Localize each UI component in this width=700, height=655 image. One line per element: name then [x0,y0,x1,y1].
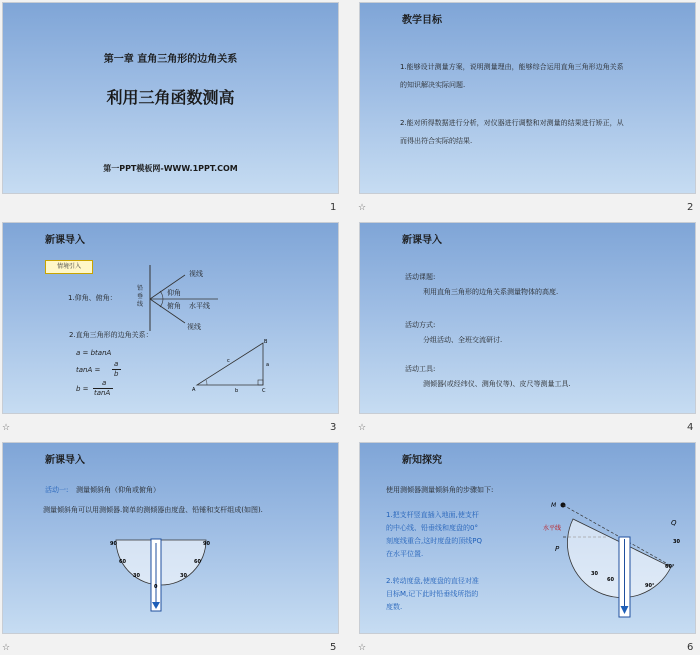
step-1-line-3: 刻度线重合,这时度盘的顶线PQ [386,537,482,545]
tools-label: 活动工具: [405,365,436,373]
description: 测量倾斜角可以用测倾器.简单的测倾器由度盘、铅锤和支杆组成(如图). [43,506,263,514]
slide-number: 6 [687,642,694,653]
step-1-line-4: 在水平位置. [386,550,424,558]
slide-title: 教学目标 [402,15,442,26]
inclinometer-measure-diagram [533,489,693,629]
formula-3-den: tanA [94,389,111,397]
goal-1-line-1: 1.能够设计测量方案，说明测量理由，能够综合运用直角三角形边角关系 [400,63,624,71]
formula-2-num: a [114,360,119,368]
side-c: c [227,358,230,364]
activity-label: 活动一: [45,486,69,494]
step-2-line-2: 目标M,记下此时铅垂线所指的 [386,590,479,598]
slide-5[interactable] [2,442,339,634]
deg-90-left: 90 [110,541,117,547]
sight-line-bottom-label: 视线 [187,323,201,331]
star-icon[interactable]: ☆ [358,643,367,653]
item-1: 1.仰角、俯角： [68,294,117,302]
deg-0: 0 [154,584,158,590]
footer-text: 第一PPT模板网-WWW.1PPT.COM [103,164,238,173]
slide-title: 新课导入 [45,235,85,246]
item-2: 2.直角三角形的边角关系： [69,331,153,339]
deg-30-bottom: 30 [591,571,598,577]
star-icon[interactable]: ☆ [2,643,11,653]
formula-3-num: a [102,379,107,387]
slide-number: 5 [330,642,337,653]
deg-60-bottom: 60 [607,577,614,583]
deg-90-right: 90° [645,583,655,589]
slide-1[interactable] [2,2,339,194]
slide-3[interactable] [2,222,339,414]
formula-3-left: b = [76,385,89,393]
deg-30-right: 30 [180,573,187,579]
tools-text: 测倾器(或经纬仪、测角仪等)、皮尺等测量工具. [423,380,571,388]
side-a: a [266,362,270,368]
deg-30-left: 30 [133,573,140,579]
goal-2-line-2: 而得出符合实际的结果. [400,137,473,145]
deg-90-right: 90 [203,541,210,547]
chapter-title: 第一章 直角三角形的边角关系 [103,54,238,65]
formula-2-den: b [114,370,119,378]
slide-title: 新课导入 [402,235,442,246]
star-icon[interactable]: ☆ [358,423,367,433]
label-Q: Q [671,519,677,527]
label-P: P [555,545,560,553]
horizontal-line-label: 水平线 [189,302,210,310]
slide-6[interactable] [359,442,696,634]
slide-number: 3 [330,422,337,433]
step-2-line-3: 度数. [386,603,403,611]
vertex-A: A [192,387,196,393]
side-b: b [235,388,239,394]
slide-number: 4 [687,422,694,433]
inclinometer-diagram [106,535,216,615]
activity-text: 测量倾斜角（仰角或俯角） [76,486,160,494]
goal-2-line-1: 2.能对所得数据进行分析，对仪器进行调整和对测量的结果进行矫正，从 [400,119,624,127]
deg-60-left: 60 [119,559,126,565]
goal-1-line-2: 的知识解决实际问题. [400,81,466,89]
tag-badge: 情境引入 [45,260,93,274]
vertex-C: C [262,388,266,394]
method-text: 分组活动、全班交流研讨. [423,336,503,344]
topic-text: 利用直角三角形的边角关系测量物体的高度. [423,288,559,296]
deg-60-right: 60 [194,559,201,565]
main-title: 利用三角函数测高 [106,88,235,107]
formula-1: a = btanA [76,349,112,357]
slide-title: 新知探究 [402,455,442,466]
label-horizontal: 水平线 [543,525,562,532]
plumb-line-label: 铅垂线 [137,285,144,308]
star-icon[interactable]: ☆ [358,203,367,213]
depression-angle-label: 俯角 [167,302,181,310]
vertex-B: B [264,339,268,345]
method-label: 活动方式: [405,321,436,329]
formula-2-left: tanA = [76,366,101,374]
deg-30-right: 30 [673,539,680,545]
step-1-line-1: 1.把支杆竖直插入地面,使支杆 [386,511,479,519]
slide-number: 1 [330,202,337,213]
right-triangle [191,335,281,395]
step-2-line-1: 2.转动度盘,使度盘的直径对准 [386,577,479,585]
topic-label: 活动课题: [405,273,436,281]
slide-title: 新课导入 [45,455,85,466]
sight-line-top-label: 视线 [189,270,203,278]
slide-number: 2 [687,202,694,213]
star-icon[interactable]: ☆ [2,423,11,433]
label-M: M [551,502,557,509]
deg-60-right: 60° [665,564,675,570]
step-1-line-2: 的中心线、铅垂线和度盘的0° [386,524,478,532]
slide-4[interactable] [359,222,696,414]
elevation-angle-label: 仰角 [167,289,181,297]
slide-2[interactable] [359,2,696,194]
intro-text: 使用测倾器测量倾斜角的步骤如下: [386,486,494,494]
